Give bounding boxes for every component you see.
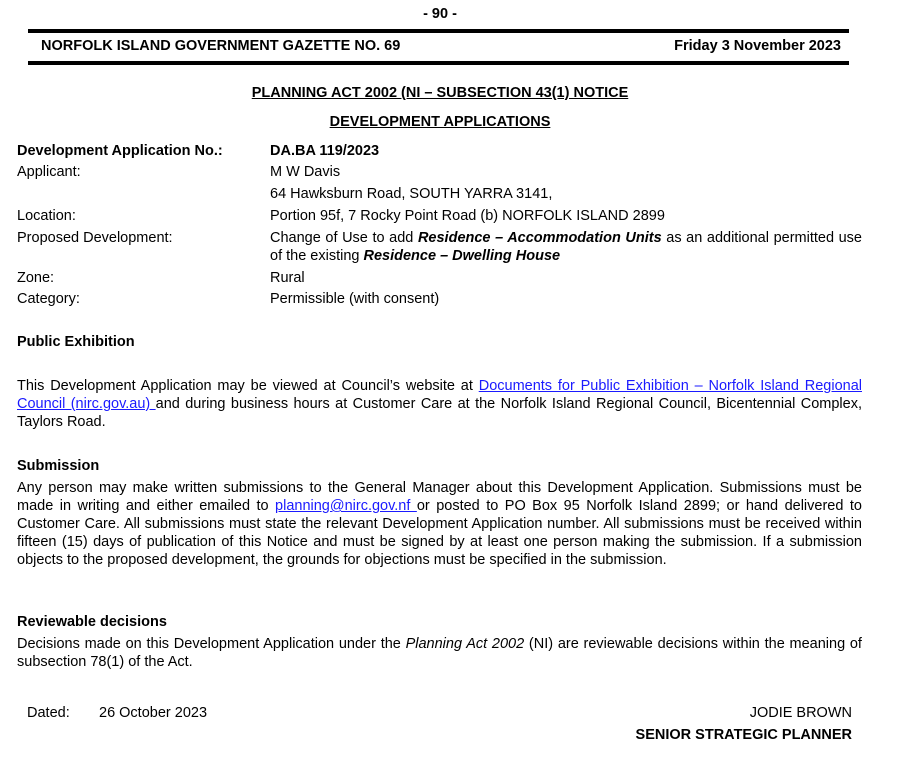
app-no-label: Development Application No.: <box>17 143 223 159</box>
submission-paragraph <box>17 479 862 569</box>
proposed-label: Proposed Development: <box>17 230 173 246</box>
public-exhibition-text-2: and during business hours at Customer Care at the Norfolk Island Regional Council, Bicentennial Complex, Taylors Road. <box>17 396 862 430</box>
submission-text-2: or posted to PO Box 95 Norfolk Island 2899; or hand delivered to Customer Care. All submissions must state the relevant Development Application number. All submissions must be received within fifteen (15) days of publication of this Notice and must be signed by at least one person making the submission. If a submission objects to the proposed development, the grounds for objections must be specified in the submission. <box>17 498 862 568</box>
public-exhibition-text-1: This Development Application may be viewed at Council’s website at <box>17 378 479 394</box>
app-no-value: DA.BA 119/2023 <box>270 143 380 159</box>
reviewable-text-1: Decisions made on this Development Application under the <box>17 636 406 652</box>
zone-label: Zone: <box>17 270 55 286</box>
public-exhibition-paragraph <box>17 377 862 431</box>
gazette-title: NORFOLK ISLAND GOVERNMENT GAZETTE NO. 69 <box>41 38 401 54</box>
proposed-use-emphasis: Residence – Accommodation Units <box>417 230 662 246</box>
zone-value: Rural <box>270 270 305 286</box>
category-value: Permissible (with consent) <box>270 291 440 307</box>
public-exhibition-title: Public Exhibition <box>17 334 135 350</box>
applicant-name: M W Davis <box>270 164 341 180</box>
dated-label: Dated: <box>27 705 70 721</box>
notice-subheading: DEVELOPMENT APPLICATIONS <box>329 114 551 130</box>
page-number: - 90 - <box>423 6 457 22</box>
location-value: Portion 95f, 7 Rocky Point Road (b) NORFOLK ISLAND 2899 <box>270 208 665 224</box>
proposed-text-1: Change of Use to add <box>270 230 418 246</box>
signatory-name: JODIE BROWN <box>749 705 852 721</box>
location-label: Location: <box>17 208 76 224</box>
applicant-label: Applicant: <box>17 164 81 180</box>
proposed-value <box>270 229 862 265</box>
header-rule-bottom <box>28 61 849 65</box>
planning-email-link[interactable]: planning@nirc.gov.nf <box>275 498 417 514</box>
reviewable-title: Reviewable decisions <box>17 614 167 630</box>
submission-title: Submission <box>17 458 100 474</box>
notice-heading: PLANNING ACT 2002 (NI – SUBSECTION 43(1) NOTICE <box>251 85 629 101</box>
submission-text-1: Any person may make written submissions to the General Manager about this Development Application. Submissions must be made in writing and either emailed to <box>17 480 862 514</box>
header-rule-top <box>28 29 849 33</box>
gazette-date: Friday 3 November 2023 <box>674 38 841 54</box>
category-label: Category: <box>17 291 80 307</box>
public-exhibition-link[interactable]: Documents for Public Exhibition – Norfolk Island Regional Council (nirc.gov.au) <box>17 378 862 412</box>
applicant-address: 64 Hawksburn Road, SOUTH YARRA 3141, <box>270 186 553 202</box>
signatory-title: SENIOR STRATEGIC PLANNER <box>635 727 852 743</box>
existing-use-emphasis: Residence – Dwelling House <box>363 248 561 264</box>
reviewable-text-2: (NI) are reviewable decisions within the meaning of subsection 78(1) of the Act. <box>17 636 862 670</box>
dated-value: 26 October 2023 <box>99 705 208 721</box>
reviewable-paragraph <box>17 635 862 671</box>
act-name: Planning Act 2002 <box>405 636 525 652</box>
proposed-text-2: as an additional permitted use of the existing <box>270 230 862 264</box>
